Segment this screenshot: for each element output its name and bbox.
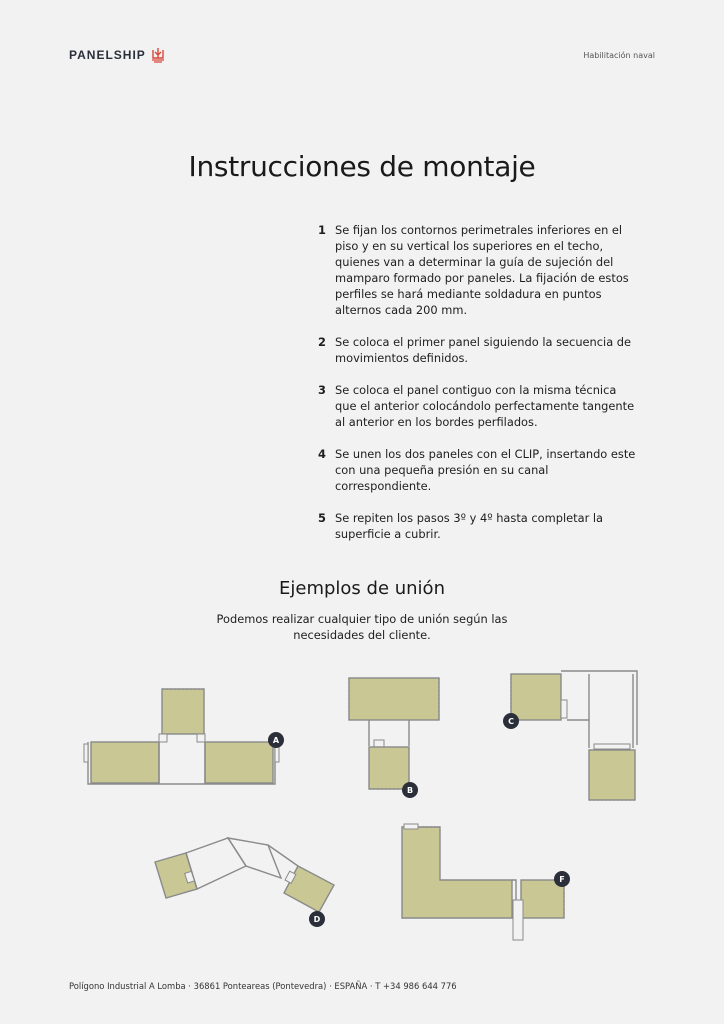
footer-address: Polígono Industrial A Lomba · 36861 Ponteareas (Pontevedra) · ESPAÑA · T +34 986 644 776 (69, 981, 457, 991)
label-c: C (508, 717, 514, 726)
label-d: D (313, 915, 321, 924)
step-number: 3 (318, 383, 326, 397)
joint-example-d (155, 838, 334, 927)
joint-example-b (349, 678, 439, 798)
joint-example-c (503, 671, 637, 800)
label-b: B (406, 786, 414, 795)
label-a: A (272, 736, 280, 745)
step-text: Se unen los dos paneles con el CLIP, insertando este con una pequeña presión en su canal correspondiente. (335, 447, 636, 493)
examples-subtitle: Podemos realizar cualquier tipo de unión según las necesidades del cliente. (216, 612, 508, 642)
step-number: 5 (318, 511, 326, 525)
label-f: F (559, 875, 565, 884)
step-text: Se coloca el primer panel siguiendo la secuencia de movimientos definidos. (335, 335, 632, 365)
section-label: Habilitación naval (583, 51, 655, 60)
step-text: Se repiten los pasos 3º y 4º hasta completar la superficie a cubrir. (335, 511, 604, 541)
joint-example-f (402, 824, 570, 940)
brand-name: PANELSHIP (69, 48, 146, 62)
step-text: Se coloca el panel contiguo con la misma técnica que el anterior colocándolo perfectamente tangente al anterior en los bordes perfilados. (335, 383, 635, 429)
examples-title: Ejemplos de unión (279, 578, 445, 599)
step-number: 1 (318, 223, 326, 237)
step-number: 4 (318, 447, 326, 461)
step-number: 2 (318, 335, 326, 349)
joint-example-a (84, 689, 284, 784)
step-text: Se fijan los contornos perimetrales inferiores en el piso y en su vertical los superiores en el techo, quienes van a determinar la guía de sujeción del mamparo formado por paneles. La fijación de estos perfiles se hará mediante soldadura en puntos alternos cada 200 mm. (335, 223, 629, 317)
page-title: Instrucciones de montaje (188, 150, 536, 183)
